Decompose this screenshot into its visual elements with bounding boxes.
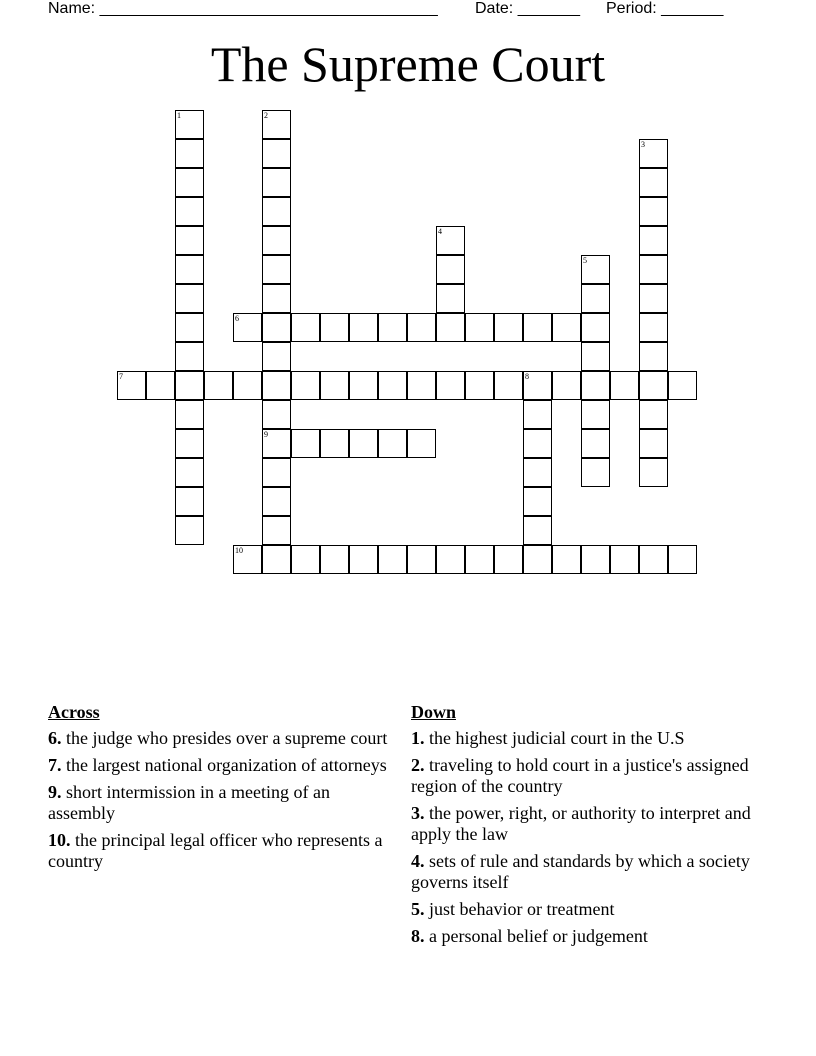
clue-number: 5. bbox=[411, 899, 425, 919]
clue-text: the principal legal officer who represents a country bbox=[48, 830, 383, 871]
clue-number-label: 1 bbox=[177, 111, 181, 120]
crossword-cell[interactable] bbox=[175, 313, 204, 342]
crossword-cell[interactable] bbox=[262, 371, 291, 400]
crossword-cell[interactable] bbox=[378, 371, 407, 400]
crossword-cell[interactable] bbox=[523, 487, 552, 516]
crossword-cell[interactable] bbox=[262, 516, 291, 545]
crossword-cell[interactable] bbox=[291, 429, 320, 458]
clue-text: short intermission in a meeting of an assembly bbox=[48, 782, 330, 823]
name-field-label[interactable]: Name: ______________________________________ bbox=[48, 0, 438, 17]
crossword-cell[interactable] bbox=[581, 429, 610, 458]
crossword-cell[interactable] bbox=[523, 313, 552, 342]
crossword-cell[interactable] bbox=[349, 545, 378, 574]
clue-number-label: 3 bbox=[641, 140, 645, 149]
clue-number: 10. bbox=[48, 830, 71, 850]
crossword-cell[interactable] bbox=[407, 545, 436, 574]
clue-down-1 bbox=[411, 728, 761, 749]
crossword-cell[interactable] bbox=[639, 284, 668, 313]
crossword-cell[interactable] bbox=[639, 168, 668, 197]
clue-number-label: 7 bbox=[119, 372, 123, 381]
crossword-cell[interactable] bbox=[233, 371, 262, 400]
crossword-cell[interactable] bbox=[639, 342, 668, 371]
clue-down-4 bbox=[411, 851, 761, 893]
clue-number: 9. bbox=[48, 782, 62, 802]
crossword-cell[interactable] bbox=[175, 284, 204, 313]
crossword-cell[interactable] bbox=[639, 197, 668, 226]
clue-down-8 bbox=[411, 926, 761, 947]
crossword-cell[interactable] bbox=[349, 429, 378, 458]
crossword-cell[interactable] bbox=[262, 139, 291, 168]
crossword-cell[interactable] bbox=[581, 284, 610, 313]
crossword-cell[interactable] bbox=[494, 371, 523, 400]
crossword-cell[interactable] bbox=[262, 313, 291, 342]
clue-number: 4. bbox=[411, 851, 425, 871]
crossword-cell[interactable] bbox=[175, 110, 204, 139]
crossword-cell[interactable] bbox=[436, 371, 465, 400]
crossword-cell[interactable] bbox=[204, 371, 233, 400]
crossword-cell[interactable] bbox=[407, 429, 436, 458]
clue-text: the power, right, or authority to interpret and apply the law bbox=[411, 803, 751, 844]
down-clues bbox=[411, 702, 761, 953]
crossword-cell[interactable] bbox=[523, 400, 552, 429]
clue-number: 7. bbox=[48, 755, 62, 775]
crossword-cell[interactable] bbox=[668, 371, 697, 400]
crossword-cell[interactable] bbox=[175, 400, 204, 429]
clue-down-3 bbox=[411, 803, 761, 845]
crossword-cell[interactable] bbox=[175, 197, 204, 226]
crossword-cell[interactable] bbox=[262, 255, 291, 284]
crossword-cell[interactable] bbox=[262, 168, 291, 197]
crossword-cell[interactable] bbox=[610, 371, 639, 400]
crossword-cell[interactable] bbox=[639, 139, 668, 168]
clue-number-label: 8 bbox=[525, 372, 529, 381]
crossword-cell[interactable] bbox=[175, 429, 204, 458]
crossword-cell[interactable] bbox=[291, 545, 320, 574]
crossword-cell[interactable] bbox=[581, 255, 610, 284]
crossword-cell[interactable] bbox=[262, 197, 291, 226]
crossword-cell[interactable] bbox=[175, 226, 204, 255]
crossword-cell[interactable] bbox=[639, 226, 668, 255]
clue-number-label: 9 bbox=[264, 430, 268, 439]
crossword-cell[interactable] bbox=[581, 545, 610, 574]
crossword-cell[interactable] bbox=[262, 284, 291, 313]
crossword-cell[interactable] bbox=[552, 371, 581, 400]
crossword-cell[interactable] bbox=[378, 545, 407, 574]
crossword-cell[interactable] bbox=[320, 313, 349, 342]
crossword-cell[interactable] bbox=[639, 255, 668, 284]
crossword-cell[interactable] bbox=[175, 487, 204, 516]
crossword-cell[interactable] bbox=[581, 371, 610, 400]
clue-number: 8. bbox=[411, 926, 425, 946]
crossword-cell[interactable] bbox=[465, 545, 494, 574]
crossword-cell[interactable] bbox=[175, 458, 204, 487]
crossword-cell[interactable] bbox=[175, 255, 204, 284]
crossword-cell[interactable] bbox=[552, 545, 581, 574]
crossword-cell[interactable] bbox=[175, 371, 204, 400]
crossword-cell[interactable] bbox=[523, 516, 552, 545]
crossword-cell[interactable] bbox=[436, 284, 465, 313]
clue-number-label: 6 bbox=[235, 314, 239, 323]
crossword-cell[interactable] bbox=[668, 545, 697, 574]
clue-across-9 bbox=[48, 782, 388, 824]
crossword-cell[interactable] bbox=[262, 545, 291, 574]
crossword-cell[interactable] bbox=[262, 342, 291, 371]
crossword-cell[interactable] bbox=[436, 255, 465, 284]
crossword-cell[interactable] bbox=[407, 313, 436, 342]
across-heading: Across bbox=[48, 702, 100, 722]
clue-number: 3. bbox=[411, 803, 425, 823]
date-field-label[interactable]: Date: _______ bbox=[475, 0, 580, 17]
crossword-cell[interactable] bbox=[262, 110, 291, 139]
crossword-cell[interactable] bbox=[262, 226, 291, 255]
clue-number-label: 4 bbox=[438, 227, 442, 236]
clue-number: 6. bbox=[48, 728, 62, 748]
clue-down-5 bbox=[411, 899, 761, 920]
crossword-cell[interactable] bbox=[523, 458, 552, 487]
crossword-cell[interactable] bbox=[581, 342, 610, 371]
crossword-cell[interactable] bbox=[494, 313, 523, 342]
clue-text: traveling to hold court in a justice's assigned region of the country bbox=[411, 755, 749, 796]
period-field-label[interactable]: Period: _______ bbox=[606, 0, 724, 17]
crossword-cell[interactable] bbox=[175, 342, 204, 371]
crossword-cell[interactable] bbox=[552, 313, 581, 342]
crossword-cell[interactable] bbox=[320, 429, 349, 458]
crossword-cell[interactable] bbox=[117, 371, 146, 400]
crossword-cell[interactable] bbox=[581, 313, 610, 342]
crossword-cell[interactable] bbox=[146, 371, 175, 400]
crossword-cell[interactable] bbox=[581, 400, 610, 429]
crossword-cell[interactable] bbox=[262, 487, 291, 516]
crossword-cell[interactable] bbox=[262, 429, 291, 458]
crossword-cell[interactable] bbox=[320, 371, 349, 400]
crossword-cell[interactable] bbox=[639, 400, 668, 429]
clue-across-10 bbox=[48, 830, 388, 872]
crossword-cell[interactable] bbox=[523, 545, 552, 574]
crossword-cell[interactable] bbox=[523, 429, 552, 458]
across-clues bbox=[48, 702, 388, 878]
clue-text: the highest judicial court in the U.S bbox=[429, 728, 685, 748]
crossword-cell[interactable] bbox=[378, 429, 407, 458]
clue-text: a personal belief or judgement bbox=[429, 926, 648, 946]
crossword-cell[interactable] bbox=[639, 313, 668, 342]
student-info-header bbox=[48, 0, 768, 22]
crossword-cell[interactable] bbox=[233, 545, 262, 574]
clue-number-label: 2 bbox=[264, 111, 268, 120]
crossword-cell[interactable] bbox=[378, 313, 407, 342]
crossword-cell[interactable] bbox=[291, 313, 320, 342]
crossword-cell[interactable] bbox=[523, 371, 552, 400]
clue-text: the largest national organization of attorneys bbox=[66, 755, 387, 775]
clue-number: 1. bbox=[411, 728, 425, 748]
crossword-cell[interactable] bbox=[349, 313, 378, 342]
clue-across-7 bbox=[48, 755, 388, 776]
crossword-cell[interactable] bbox=[436, 226, 465, 255]
crossword-cell[interactable] bbox=[436, 545, 465, 574]
crossword-cell[interactable] bbox=[262, 458, 291, 487]
crossword-cell[interactable] bbox=[262, 400, 291, 429]
crossword-cell[interactable] bbox=[581, 458, 610, 487]
crossword-cell[interactable] bbox=[436, 313, 465, 342]
clue-number: 2. bbox=[411, 755, 425, 775]
crossword-cell[interactable] bbox=[465, 313, 494, 342]
clue-number-label: 5 bbox=[583, 256, 587, 265]
crossword-cell[interactable] bbox=[233, 313, 262, 342]
crossword-cell[interactable] bbox=[175, 168, 204, 197]
clue-text: just behavior or treatment bbox=[429, 899, 615, 919]
crossword-cell[interactable] bbox=[175, 139, 204, 168]
crossword-cell[interactable] bbox=[639, 371, 668, 400]
crossword-cell[interactable] bbox=[175, 516, 204, 545]
crossword-cell[interactable] bbox=[639, 458, 668, 487]
crossword-cell[interactable] bbox=[639, 429, 668, 458]
page-title: The Supreme Court bbox=[210, 36, 606, 92]
clue-text: the judge who presides over a supreme court bbox=[66, 728, 388, 748]
clue-number-label: 10 bbox=[235, 546, 243, 555]
clue-down-2 bbox=[411, 755, 761, 797]
crossword-cell[interactable] bbox=[639, 545, 668, 574]
clue-text: sets of rule and standards by which a society governs itself bbox=[411, 851, 750, 892]
crossword-cell[interactable] bbox=[494, 545, 523, 574]
down-heading: Down bbox=[411, 702, 457, 722]
crossword-cell[interactable] bbox=[465, 371, 494, 400]
crossword-cell[interactable] bbox=[291, 371, 320, 400]
crossword-cell[interactable] bbox=[349, 371, 378, 400]
crossword-cell[interactable] bbox=[610, 545, 639, 574]
crossword-cell[interactable] bbox=[407, 371, 436, 400]
crossword-cell[interactable] bbox=[320, 545, 349, 574]
clue-across-6 bbox=[48, 728, 388, 749]
